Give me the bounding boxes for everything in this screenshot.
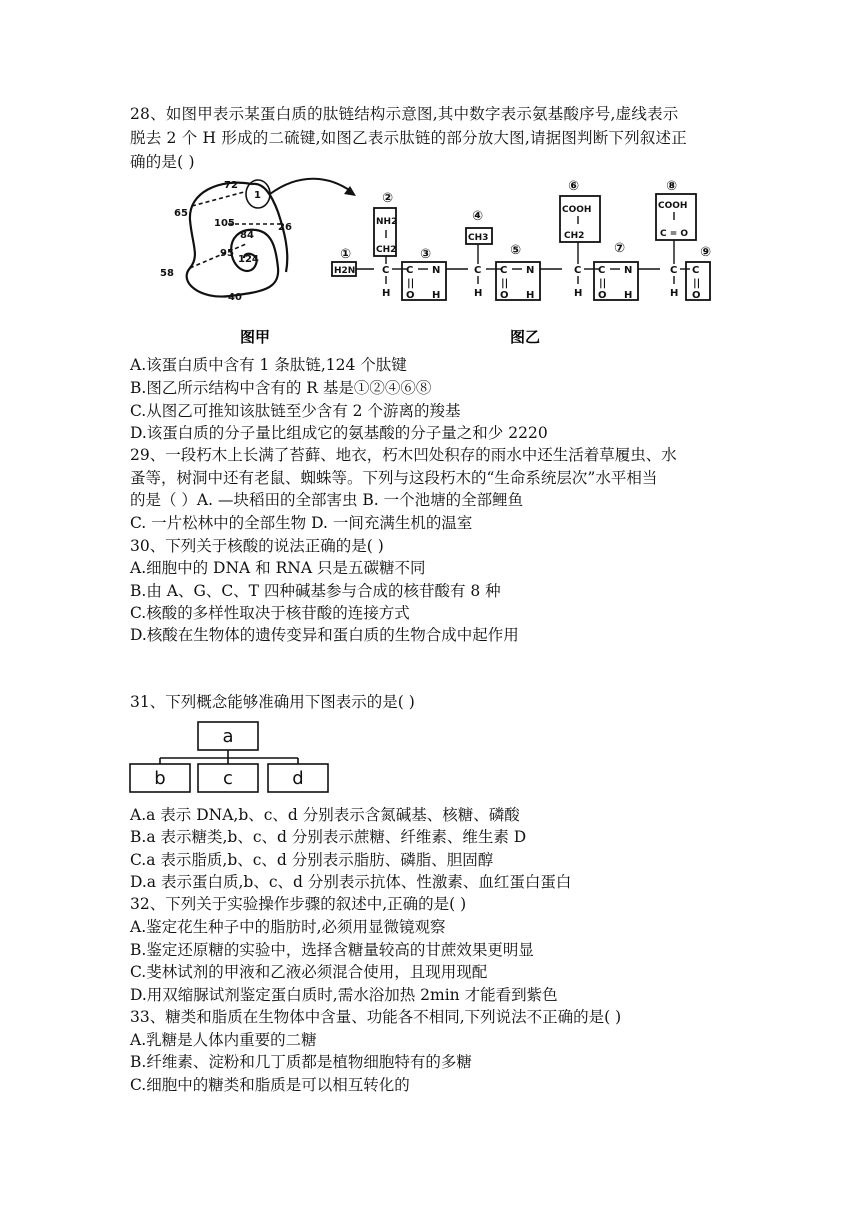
atom-o-4: O [692,290,701,301]
q30-option-b: B.由 A、G、C、T 四种碱基参与合成的核苷酸有 8 种 [130,582,501,600]
q30-option-d: D.核酸在生物体的遗传变异和蛋白质的生物合成中起作用 [130,626,519,644]
jia-label-58: 58 [160,268,174,279]
group-h2n: H2N [334,266,356,276]
q30-option-a: A.细胞中的 DNA 和 RNA 只是五碳糖不同 [130,559,426,577]
group-cooh-b: COOH [658,201,688,211]
figure-yi-caption: 图乙 [510,328,541,346]
jia-label-26: 26 [278,222,292,233]
q28-stem-line-2: 脱去 2 个 H 形成的二硫键,如图乙表示肽链的部分放大图,请据图判断下列叙述正 [130,129,687,147]
q31-stem: 31、下列概念能够准确用下图表示的是( ) [130,693,415,711]
q32-option-d: D.用双缩脲试剂鉴定蛋白质时,需水浴加热 2min 才能看到紫色 [130,986,558,1004]
q31-concept-diagram [128,720,332,796]
atom-c-5: C [574,265,582,276]
q32-stem: 32、下列关于实验操作步骤的叙述中,正确的是( ) [130,895,467,913]
figure-arrow [270,179,352,194]
jia-label-1: 1 [254,190,261,201]
jia-label-105: 105 [214,218,235,229]
circled-4: ④ [472,209,484,224]
jia-label-65: 65 [174,208,188,219]
atom-h-3: H [474,288,483,299]
group-ch2-a: CH2 [376,245,397,255]
q28-figure [160,172,730,352]
circled-7: ⑦ [614,241,626,256]
atom-h-4: H [526,290,535,301]
atom-c-4: C [500,265,508,276]
node-b-label: b [154,768,166,789]
q30-stem: 30、下列关于核酸的说法正确的是( ) [130,537,384,555]
atom-c-6: C [598,265,606,276]
circled-1: ① [340,247,352,262]
figure-jia-disulfide-bonds [190,192,282,268]
dbl-2: || [501,278,509,289]
q28-option-b: B.图乙所示结构中含有的 R 基是①②④⑥⑧ [130,379,432,397]
jia-label-84: 84 [240,230,254,241]
group-ch3: CH3 [468,233,489,243]
atom-n-3: N [624,265,633,276]
q29-stem-line-2: 蚤等，树洞中还有老鼠、蜘蛛等。下列与这段朽木的“生命系统层次”水平相当 [130,469,658,487]
circled-5: ⑤ [510,243,522,258]
group-nh2: NH2 [376,217,398,227]
atom-h-7: H [670,288,679,299]
circled-8: ⑧ [666,179,678,194]
q28-stem-line-1: 28、如图甲表示某蛋白质的肽链结构示意图,其中数字表示氨基酸序号,虚线表示 [130,105,679,123]
q33-option-a: A.乳糖是人体内重要的二糖 [130,1031,317,1049]
dbl-4: || [693,278,701,289]
circled-3: ③ [420,247,432,262]
q33-option-c: C.细胞中的糖类和脂质是可以相互转化的 [130,1076,410,1094]
circled-6: ⑥ [568,179,580,194]
jia-label-95: 95 [220,248,234,259]
node-c-label: c [223,768,233,789]
q29-stem-line-1: 29、一段朽木上长满了苔藓、地衣，朽木凹处积存的雨水中还生活着草履虫、水 [130,446,677,464]
atom-n-2: N [526,265,535,276]
q32-option-a: A.鉴定花生种子中的脂肪时,必须用显微镜观察 [130,918,446,936]
jia-label-72: 72 [224,180,238,191]
atom-c-1: C [382,265,390,276]
atom-c-2: C [406,265,414,276]
atom-c-3: C [474,265,482,276]
atom-o-2: O [500,290,509,301]
circled-9: ⑨ [700,245,712,260]
atom-h-1: H [382,288,391,299]
q32-option-b: B.鉴定还原糖的实验中，选择含糖量较高的甘蔗效果更明显 [130,941,534,959]
figure-jia [187,180,288,297]
q28-stem-line-3: 确的是( ) [130,153,195,171]
atom-n-1: N [432,265,441,276]
jia-label-124: 124 [238,254,259,265]
q29-stem-line-3: 的是（ ）A. —块稻田的全部害虫 B. 一个池塘的全部鲤鱼 [130,491,524,509]
group-c-eq-o: C = O [660,229,689,239]
q33-stem: 33、糖类和脂质在生物体中含量、功能各不相同,下列说法不正确的是( ) [130,1008,622,1026]
group-ch2-b: CH2 [564,231,585,241]
q32-option-c: C.斐林试剂的甲液和乙液必须混合使用，且现用现配 [130,963,488,981]
atom-o-1: O [406,290,415,301]
atom-c-8: C [692,265,700,276]
circled-2: ② [382,191,394,206]
figure-jia-caption: 图甲 [240,328,271,346]
group-cooh-a: COOH [562,205,592,215]
q31-option-d: D.a 表示蛋白质,b、c、d 分别表示抗体、性激素、血红蛋白蛋白 [130,873,572,891]
q29-stem-line-4: C. 一片松林中的全部生物 D. 一间充满生机的温室 [130,514,473,532]
node-d-label: d [292,768,304,789]
node-a-label: a [222,726,234,747]
q31-option-b: B.a 表示糖类,b、c、d 分别表示蔗糖、纤维素、维生素 D [130,828,527,846]
q28-option-c: C.从图乙可推知该肽链至少含有 2 个游离的羧基 [130,402,461,420]
atom-c-7: C [670,265,678,276]
q31-option-a: A.a 表示 DNA,b、c、d 分别表示含氮碱基、核糖、磷酸 [130,806,520,824]
atom-h-2: H [432,290,441,301]
q28-option-a: A.该蛋白质中含有 1 条肽链,124 个肽键 [130,356,407,374]
jia-label-40: 40 [228,292,242,303]
q28-option-d: D.该蛋白质的分子量比组成它的氨基酸的分子量之和少 2220 [130,424,548,442]
atom-h-6: H [624,290,633,301]
q30-option-c: C.核酸的多样性取决于核苷酸的连接方式 [130,604,410,622]
atom-h-5: H [574,288,583,299]
dbl-3: || [599,278,607,289]
atom-o-3: O [598,290,607,301]
q33-option-b: B.纤维素、淀粉和几丁质都是植物细胞特有的多糖 [130,1053,472,1071]
dbl-1: || [407,278,415,289]
q31-option-c: C.a 表示脂质,b、c、d 分别表示脂肪、磷脂、胆固醇 [130,851,494,869]
